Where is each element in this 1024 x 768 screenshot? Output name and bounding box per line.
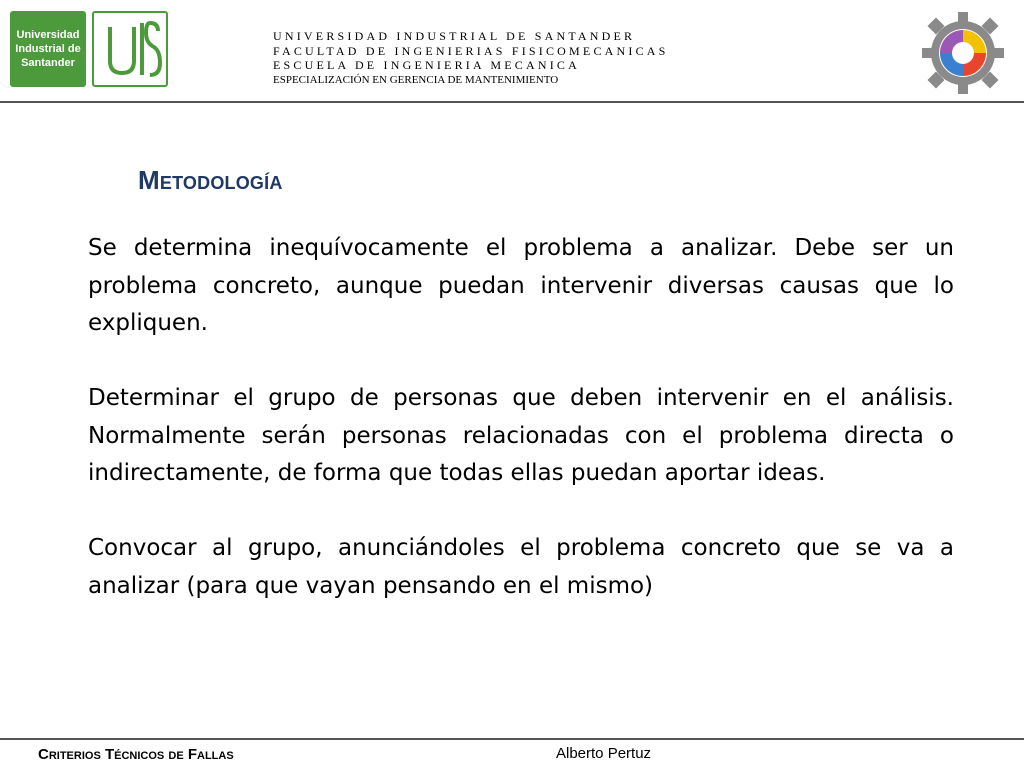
slide-title: Metodología	[138, 165, 283, 195]
gear-icon	[918, 8, 1008, 98]
paragraph-1: Se determina inequívocamente el problema a analizar. Debe ser un problema concreto, aunque puedan intervenir diversas causas que lo expliquen.	[88, 235, 954, 336]
uis-logo-line-1: Universidad	[16, 29, 80, 41]
slide-body	[88, 230, 954, 605]
footer-course-title: Criterios Técnicos de Fallas	[38, 746, 234, 763]
gear-swirl-logo	[918, 8, 1008, 98]
header-school: ESCUELA DE INGENIERIA MECANICA	[273, 58, 580, 72]
header-divider	[0, 101, 1024, 103]
header-specialization: ESPECIALIZACIÓN EN GERENCIA DE MANTENIMIENTO	[273, 73, 559, 86]
uis-logo-line-2: Industrial de	[15, 43, 81, 55]
institution-header	[273, 29, 669, 87]
paragraph-3: Convocar al grupo, anunciándoles el problema concreto que se va a analizar (para que vayan pensando en el mismo)	[88, 535, 954, 599]
uis-logo-text-block	[10, 11, 86, 87]
header-university: UNIVERSIDAD INDUSTRIAL DE SANTANDER	[273, 29, 636, 43]
header-faculty: FACULTAD DE INGENIERIAS FISICOMECANICAS	[273, 43, 669, 58]
uis-monogram-icon	[94, 13, 166, 85]
uis-logo-line-3: Santander	[21, 57, 75, 69]
footer-author: Alberto Pertuz	[556, 745, 652, 762]
footer-divider	[0, 738, 1024, 740]
paragraph-2: Determinar el grupo de personas que deben intervenir en el análisis. Normalmente serán personas relacionadas con el problema directa o indirectamente, de forma que todas ellas puedan aportar ideas.	[88, 385, 954, 486]
uis-monogram-logo	[92, 11, 168, 87]
